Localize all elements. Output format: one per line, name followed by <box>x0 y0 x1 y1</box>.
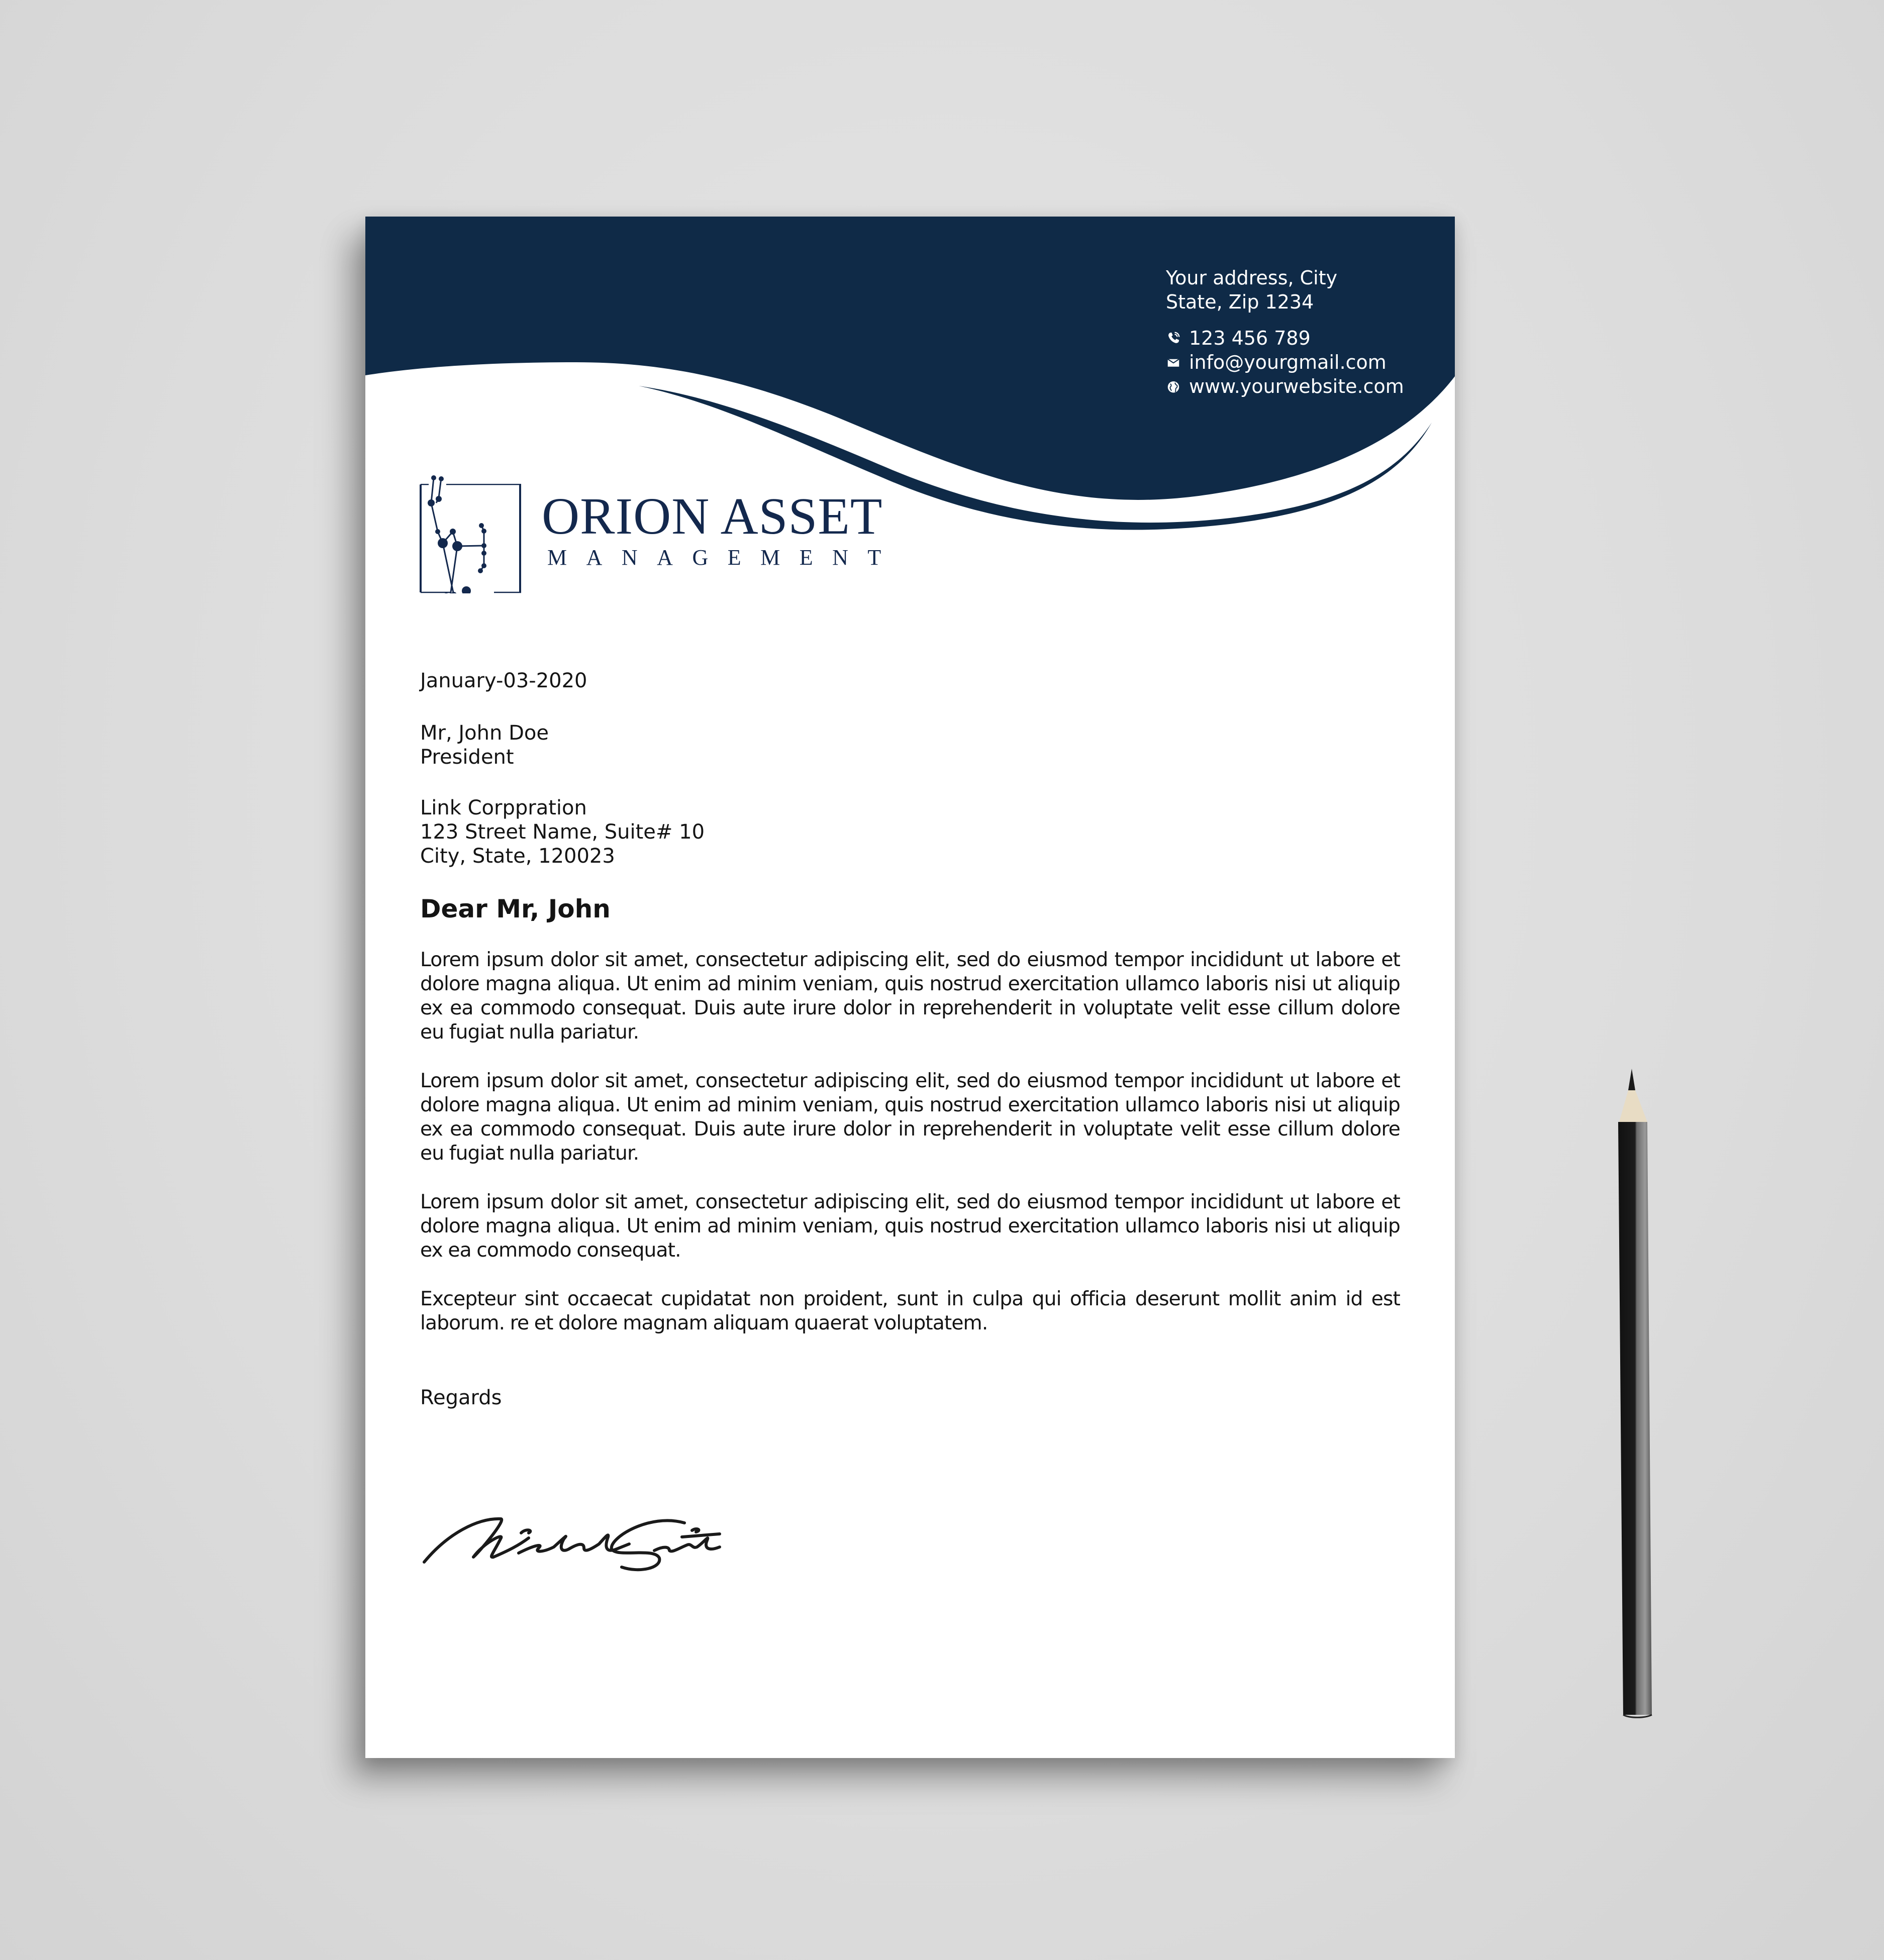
pencil-decoration <box>1617 1065 1657 1718</box>
phone-number: 123 456 789 <box>1189 327 1311 349</box>
recipient-company: Link Corppration <box>420 796 587 819</box>
globe-icon <box>1166 379 1181 394</box>
contact-website <box>1166 374 1404 398</box>
contact-email <box>1166 350 1404 374</box>
recipient-street: 123 Street Name, Suite# 10 <box>420 820 705 844</box>
phone-icon <box>1166 331 1181 346</box>
letter-date: January-03-2020 <box>420 669 587 692</box>
recipient-name: Mr, John Doe <box>420 721 549 745</box>
company-name: ORION ASSET <box>542 487 883 545</box>
company-subtitle: MANAGEMENT <box>547 545 901 570</box>
contact-phone <box>1166 326 1404 350</box>
email-icon <box>1166 355 1181 370</box>
website-url[interactable]: www.yourwebsite.com <box>1189 375 1404 397</box>
greeting: Dear Mr, John <box>420 894 611 923</box>
orion-constellation-icon <box>419 463 534 593</box>
address-line-1: Your address, City <box>1166 267 1338 289</box>
email-address[interactable]: info@yourgmail.com <box>1189 351 1386 373</box>
signature <box>418 1503 730 1583</box>
recipient-city: City, State, 120023 <box>420 845 615 868</box>
paragraph-4: Excepteur sint occaecat cupidatat non proident, sunt in culpa qui officia deserunt mollit anim id est laborum. re et dolore magnam aliquam quaerat voluptatem. <box>420 1288 1400 1334</box>
contact-block <box>1166 266 1404 398</box>
letterhead-paper <box>365 217 1455 1758</box>
closing: Regards <box>420 1386 502 1409</box>
recipient-title: President <box>420 746 514 769</box>
company-address-block <box>420 796 1400 868</box>
recipient-block <box>420 721 1400 769</box>
paragraph-1: Lorem ipsum dolor sit amet, consectetur adipiscing elit, sed do eiusmod tempor incididunt ut labore et dolore magna aliqua. Ut enim ad minim veniam, quis nostrud exercitation ullamco laboris nisi ut aliquip ex ea commodo consequat. Duis aute irure dolor in reprehenderit in voluptate velit esse cillum dolore eu fugiat nulla pariatur. <box>420 949 1400 1044</box>
paragraph-3: Lorem ipsum dolor sit amet, consectetur adipiscing elit, sed do eiusmod tempor incididunt ut labore et dolore magna aliqua. Ut enim ad minim veniam, quis nostrud exercitation ullamco laboris nisi ut aliquip ex ea commodo consequat. <box>420 1191 1400 1262</box>
address-line-2: State, Zip 1234 <box>1166 291 1314 313</box>
paragraph-2: Lorem ipsum dolor sit amet, consectetur adipiscing elit, sed do eiusmod tempor incididunt ut labore et dolore magna aliqua. Ut enim ad minim veniam, quis nostrud exercitation ullamco laboris nisi ut aliquip ex ea commodo consequat. Duis aute irure dolor in reprehenderit in voluptate velit esse cillum dolore eu fugiat nulla pariatur. <box>420 1070 1400 1165</box>
letter-body <box>420 669 1400 1410</box>
